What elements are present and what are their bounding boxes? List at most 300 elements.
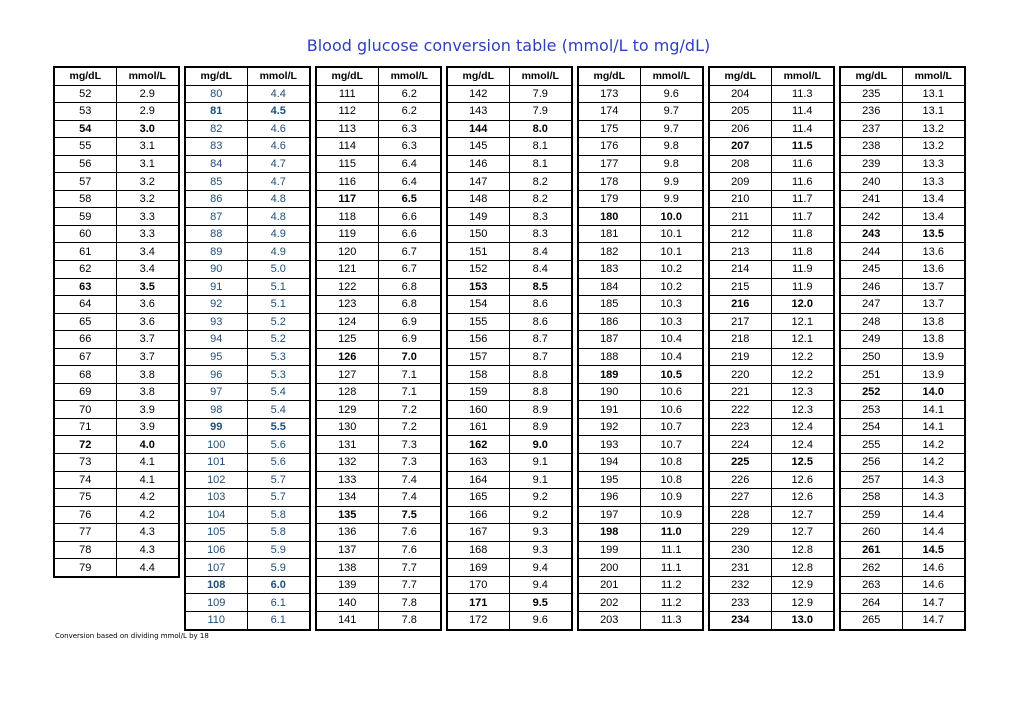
table-row bbox=[709, 506, 834, 524]
mgdl-value: 88 bbox=[185, 225, 247, 243]
mgdl-value: 115 bbox=[316, 155, 378, 173]
mgdl-value: 199 bbox=[578, 541, 640, 559]
table-row bbox=[709, 261, 834, 279]
table-row bbox=[316, 313, 441, 331]
mmol-value: 5.1 bbox=[247, 278, 310, 296]
table-row bbox=[447, 225, 572, 243]
table-row bbox=[840, 348, 965, 366]
mmol-value: 8.9 bbox=[509, 401, 572, 419]
table-row bbox=[316, 243, 441, 261]
table-row bbox=[840, 331, 965, 349]
mmol-value: 6.2 bbox=[378, 85, 441, 103]
table-row bbox=[709, 103, 834, 121]
table-row bbox=[840, 120, 965, 138]
mmol-value: 5.0 bbox=[247, 261, 310, 279]
mgdl-value: 247 bbox=[840, 296, 902, 314]
mmol-value: 3.6 bbox=[116, 296, 179, 314]
mmol-value: 14.7 bbox=[902, 594, 965, 612]
mgdl-value: 168 bbox=[447, 541, 509, 559]
mmol-value: 11.4 bbox=[771, 120, 834, 138]
table-row bbox=[447, 243, 572, 261]
table-row bbox=[316, 190, 441, 208]
table-row bbox=[316, 296, 441, 314]
mmol-value: 11.8 bbox=[771, 225, 834, 243]
mgdl-value: 109 bbox=[185, 594, 247, 612]
table-row bbox=[578, 331, 703, 349]
mgdl-value: 147 bbox=[447, 173, 509, 191]
table-row bbox=[54, 524, 179, 542]
mgdl-value: 150 bbox=[447, 225, 509, 243]
table-row bbox=[185, 611, 310, 629]
mmol-value: 12.2 bbox=[771, 348, 834, 366]
mmol-value: 2.9 bbox=[116, 103, 179, 121]
table-row bbox=[447, 594, 572, 612]
table-row bbox=[316, 576, 441, 594]
mgdl-value: 264 bbox=[840, 594, 902, 612]
mmol-value: 3.4 bbox=[116, 261, 179, 279]
mgdl-value: 232 bbox=[709, 576, 771, 594]
mgdl-value: 238 bbox=[840, 138, 902, 156]
mmol-value: 7.8 bbox=[378, 611, 441, 629]
table-row bbox=[447, 383, 572, 401]
mmol-value: 3.7 bbox=[116, 331, 179, 349]
mgdl-value: 197 bbox=[578, 506, 640, 524]
header-mmol: mmol/L bbox=[247, 67, 310, 85]
mmol-value: 9.1 bbox=[509, 471, 572, 489]
mmol-value: 10.1 bbox=[640, 225, 703, 243]
table-row bbox=[709, 85, 834, 103]
table-row bbox=[447, 489, 572, 507]
mmol-value: 12.3 bbox=[771, 383, 834, 401]
mgdl-value: 176 bbox=[578, 138, 640, 156]
table-row bbox=[709, 190, 834, 208]
table-row bbox=[54, 155, 179, 173]
table-row bbox=[709, 559, 834, 577]
table-row bbox=[316, 559, 441, 577]
table-row bbox=[316, 541, 441, 559]
mgdl-value: 125 bbox=[316, 331, 378, 349]
mgdl-value: 248 bbox=[840, 313, 902, 331]
table-row bbox=[447, 120, 572, 138]
mgdl-value: 243 bbox=[840, 225, 902, 243]
table-row bbox=[840, 541, 965, 559]
table-row bbox=[316, 454, 441, 472]
mgdl-value: 84 bbox=[185, 155, 247, 173]
mgdl-value: 265 bbox=[840, 611, 902, 629]
mgdl-value: 151 bbox=[447, 243, 509, 261]
table-row bbox=[447, 313, 572, 331]
mgdl-value: 92 bbox=[185, 296, 247, 314]
mmol-value: 12.3 bbox=[771, 401, 834, 419]
table-header-row bbox=[316, 67, 441, 85]
mmol-value: 7.2 bbox=[378, 401, 441, 419]
mmol-value: 12.8 bbox=[771, 559, 834, 577]
mgdl-value: 257 bbox=[840, 471, 902, 489]
mmol-value: 7.8 bbox=[378, 594, 441, 612]
mmol-value: 5.9 bbox=[247, 541, 310, 559]
mgdl-value: 210 bbox=[709, 190, 771, 208]
table-row bbox=[840, 155, 965, 173]
mgdl-value: 101 bbox=[185, 454, 247, 472]
mmol-value: 9.9 bbox=[640, 190, 703, 208]
table-row bbox=[54, 243, 179, 261]
mmol-value: 4.2 bbox=[116, 506, 179, 524]
mgdl-value: 96 bbox=[185, 366, 247, 384]
table-row bbox=[54, 190, 179, 208]
mmol-value: 11.6 bbox=[771, 173, 834, 191]
mmol-value: 8.6 bbox=[509, 313, 572, 331]
mmol-value: 13.1 bbox=[902, 85, 965, 103]
mmol-value: 3.2 bbox=[116, 173, 179, 191]
mgdl-value: 165 bbox=[447, 489, 509, 507]
table-row bbox=[185, 103, 310, 121]
table-row bbox=[578, 401, 703, 419]
table-row bbox=[316, 436, 441, 454]
mmol-value: 8.2 bbox=[509, 190, 572, 208]
mgdl-value: 108 bbox=[185, 576, 247, 594]
mgdl-value: 183 bbox=[578, 261, 640, 279]
mgdl-value: 69 bbox=[54, 383, 116, 401]
mgdl-value: 205 bbox=[709, 103, 771, 121]
mgdl-value: 223 bbox=[709, 418, 771, 436]
mgdl-value: 229 bbox=[709, 524, 771, 542]
mgdl-value: 240 bbox=[840, 173, 902, 191]
table-row bbox=[54, 261, 179, 279]
mgdl-value: 236 bbox=[840, 103, 902, 121]
mmol-value: 3.7 bbox=[116, 348, 179, 366]
mmol-value: 5.2 bbox=[247, 313, 310, 331]
mmol-value: 12.4 bbox=[771, 418, 834, 436]
mmol-value: 4.2 bbox=[116, 489, 179, 507]
mgdl-value: 113 bbox=[316, 120, 378, 138]
mgdl-value: 261 bbox=[840, 541, 902, 559]
mmol-value: 14.1 bbox=[902, 418, 965, 436]
mgdl-value: 230 bbox=[709, 541, 771, 559]
mgdl-value: 160 bbox=[447, 401, 509, 419]
mmol-value: 7.5 bbox=[378, 506, 441, 524]
mmol-value: 7.1 bbox=[378, 383, 441, 401]
mgdl-value: 233 bbox=[709, 594, 771, 612]
mgdl-value: 136 bbox=[316, 524, 378, 542]
table-row bbox=[447, 559, 572, 577]
mmol-value: 12.7 bbox=[771, 506, 834, 524]
mmol-value: 6.7 bbox=[378, 261, 441, 279]
mgdl-value: 134 bbox=[316, 489, 378, 507]
mgdl-value: 139 bbox=[316, 576, 378, 594]
mgdl-value: 161 bbox=[447, 418, 509, 436]
table-row bbox=[578, 278, 703, 296]
mmol-value: 13.3 bbox=[902, 173, 965, 191]
mgdl-value: 182 bbox=[578, 243, 640, 261]
table-row bbox=[578, 594, 703, 612]
mmol-value: 10.9 bbox=[640, 506, 703, 524]
mgdl-value: 126 bbox=[316, 348, 378, 366]
mmol-value: 14.0 bbox=[902, 383, 965, 401]
table-row bbox=[316, 366, 441, 384]
table-row bbox=[578, 243, 703, 261]
mmol-value: 11.7 bbox=[771, 190, 834, 208]
table-row bbox=[447, 138, 572, 156]
mgdl-value: 72 bbox=[54, 436, 116, 454]
mgdl-value: 254 bbox=[840, 418, 902, 436]
mmol-value: 9.6 bbox=[509, 611, 572, 629]
mgdl-value: 61 bbox=[54, 243, 116, 261]
mmol-value: 5.9 bbox=[247, 559, 310, 577]
mmol-value: 5.7 bbox=[247, 471, 310, 489]
mgdl-value: 235 bbox=[840, 85, 902, 103]
table-row bbox=[185, 594, 310, 612]
mmol-value: 13.9 bbox=[902, 348, 965, 366]
mgdl-value: 244 bbox=[840, 243, 902, 261]
mmol-value: 10.1 bbox=[640, 243, 703, 261]
mmol-value: 11.1 bbox=[640, 541, 703, 559]
table-row bbox=[840, 366, 965, 384]
mmol-value: 14.2 bbox=[902, 436, 965, 454]
header-mgdl: mg/dL bbox=[185, 67, 247, 85]
mmol-value: 5.3 bbox=[247, 348, 310, 366]
mmol-value: 4.8 bbox=[247, 208, 310, 226]
header-mmol: mmol/L bbox=[771, 67, 834, 85]
mgdl-value: 124 bbox=[316, 313, 378, 331]
table-row bbox=[840, 208, 965, 226]
mgdl-value: 70 bbox=[54, 401, 116, 419]
mgdl-value: 192 bbox=[578, 418, 640, 436]
table-row bbox=[316, 331, 441, 349]
table-row bbox=[578, 611, 703, 629]
mmol-value: 5.4 bbox=[247, 401, 310, 419]
conversion-table-4 bbox=[446, 66, 573, 631]
mgdl-value: 175 bbox=[578, 120, 640, 138]
mmol-value: 4.3 bbox=[116, 524, 179, 542]
mgdl-value: 206 bbox=[709, 120, 771, 138]
mgdl-value: 85 bbox=[185, 173, 247, 191]
header-mgdl: mg/dL bbox=[447, 67, 509, 85]
table-row bbox=[185, 155, 310, 173]
table-row bbox=[316, 208, 441, 226]
mmol-value: 6.6 bbox=[378, 208, 441, 226]
header-mmol: mmol/L bbox=[378, 67, 441, 85]
mmol-value: 11.2 bbox=[640, 594, 703, 612]
mmol-value: 10.7 bbox=[640, 418, 703, 436]
mgdl-value: 132 bbox=[316, 454, 378, 472]
mmol-value: 10.2 bbox=[640, 261, 703, 279]
mgdl-value: 64 bbox=[54, 296, 116, 314]
table-header-row bbox=[578, 67, 703, 85]
mmol-value: 12.1 bbox=[771, 331, 834, 349]
mgdl-value: 163 bbox=[447, 454, 509, 472]
mgdl-value: 234 bbox=[709, 611, 771, 629]
table-row bbox=[447, 190, 572, 208]
conversion-tables bbox=[53, 66, 965, 626]
table-row bbox=[840, 576, 965, 594]
mgdl-value: 119 bbox=[316, 225, 378, 243]
mgdl-value: 222 bbox=[709, 401, 771, 419]
table-row bbox=[578, 190, 703, 208]
mgdl-value: 137 bbox=[316, 541, 378, 559]
mgdl-value: 146 bbox=[447, 155, 509, 173]
table-row bbox=[54, 471, 179, 489]
mgdl-value: 57 bbox=[54, 173, 116, 191]
mgdl-value: 99 bbox=[185, 418, 247, 436]
table-row bbox=[54, 418, 179, 436]
mmol-value: 8.3 bbox=[509, 225, 572, 243]
table-row bbox=[185, 524, 310, 542]
mmol-value: 4.4 bbox=[247, 85, 310, 103]
header-mgdl: mg/dL bbox=[578, 67, 640, 85]
header-mgdl: mg/dL bbox=[709, 67, 771, 85]
mmol-value: 14.4 bbox=[902, 506, 965, 524]
mmol-value: 13.8 bbox=[902, 313, 965, 331]
mgdl-value: 148 bbox=[447, 190, 509, 208]
table-row bbox=[578, 366, 703, 384]
table-row bbox=[709, 366, 834, 384]
table-row bbox=[709, 418, 834, 436]
table-row bbox=[447, 208, 572, 226]
mmol-value: 8.7 bbox=[509, 348, 572, 366]
mmol-value: 8.4 bbox=[509, 243, 572, 261]
mmol-value: 9.2 bbox=[509, 506, 572, 524]
table-row bbox=[840, 436, 965, 454]
table-row bbox=[447, 348, 572, 366]
mgdl-value: 104 bbox=[185, 506, 247, 524]
mgdl-value: 166 bbox=[447, 506, 509, 524]
table-row bbox=[709, 524, 834, 542]
mmol-value: 14.6 bbox=[902, 559, 965, 577]
mgdl-value: 245 bbox=[840, 261, 902, 279]
table-row bbox=[316, 594, 441, 612]
mmol-value: 12.5 bbox=[771, 454, 834, 472]
mgdl-value: 196 bbox=[578, 489, 640, 507]
mmol-value: 13.1 bbox=[902, 103, 965, 121]
table-row bbox=[185, 208, 310, 226]
mmol-value: 5.6 bbox=[247, 454, 310, 472]
mgdl-value: 260 bbox=[840, 524, 902, 542]
mgdl-value: 56 bbox=[54, 155, 116, 173]
table-row bbox=[840, 401, 965, 419]
mgdl-value: 213 bbox=[709, 243, 771, 261]
mmol-value: 9.0 bbox=[509, 436, 572, 454]
mmol-value: 12.9 bbox=[771, 594, 834, 612]
mmol-value: 3.3 bbox=[116, 208, 179, 226]
mgdl-value: 173 bbox=[578, 85, 640, 103]
mmol-value: 3.0 bbox=[116, 120, 179, 138]
mmol-value: 5.3 bbox=[247, 366, 310, 384]
mgdl-value: 198 bbox=[578, 524, 640, 542]
mgdl-value: 120 bbox=[316, 243, 378, 261]
mgdl-value: 255 bbox=[840, 436, 902, 454]
mgdl-value: 263 bbox=[840, 576, 902, 594]
mgdl-value: 189 bbox=[578, 366, 640, 384]
table-row bbox=[709, 278, 834, 296]
mmol-value: 6.3 bbox=[378, 120, 441, 138]
mmol-value: 4.7 bbox=[247, 173, 310, 191]
mmol-value: 6.4 bbox=[378, 155, 441, 173]
mmol-value: 7.4 bbox=[378, 471, 441, 489]
mgdl-value: 121 bbox=[316, 261, 378, 279]
conversion-table-5 bbox=[577, 66, 704, 631]
mmol-value: 13.9 bbox=[902, 366, 965, 384]
mgdl-value: 204 bbox=[709, 85, 771, 103]
mgdl-value: 91 bbox=[185, 278, 247, 296]
mmol-value: 13.2 bbox=[902, 120, 965, 138]
mgdl-value: 227 bbox=[709, 489, 771, 507]
mgdl-value: 224 bbox=[709, 436, 771, 454]
mmol-value: 5.7 bbox=[247, 489, 310, 507]
table-row bbox=[709, 155, 834, 173]
table-row bbox=[447, 261, 572, 279]
conversion-footnote: Conversion based on dividing mmol/L by 18 bbox=[55, 632, 209, 640]
mmol-value: 12.6 bbox=[771, 489, 834, 507]
mgdl-value: 130 bbox=[316, 418, 378, 436]
mgdl-value: 170 bbox=[447, 576, 509, 594]
mmol-value: 12.6 bbox=[771, 471, 834, 489]
mgdl-value: 131 bbox=[316, 436, 378, 454]
mgdl-value: 211 bbox=[709, 208, 771, 226]
mgdl-value: 167 bbox=[447, 524, 509, 542]
mgdl-value: 89 bbox=[185, 243, 247, 261]
table-row bbox=[316, 85, 441, 103]
mgdl-value: 200 bbox=[578, 559, 640, 577]
table-row bbox=[185, 454, 310, 472]
mmol-value: 6.8 bbox=[378, 278, 441, 296]
mmol-value: 13.3 bbox=[902, 155, 965, 173]
table-row bbox=[185, 489, 310, 507]
mmol-value: 11.9 bbox=[771, 278, 834, 296]
mmol-value: 12.2 bbox=[771, 366, 834, 384]
mmol-value: 14.3 bbox=[902, 471, 965, 489]
table-row bbox=[578, 576, 703, 594]
table-row bbox=[185, 348, 310, 366]
mgdl-value: 212 bbox=[709, 225, 771, 243]
mgdl-value: 123 bbox=[316, 296, 378, 314]
mmol-value: 10.6 bbox=[640, 401, 703, 419]
table-row bbox=[578, 120, 703, 138]
mgdl-value: 66 bbox=[54, 331, 116, 349]
mgdl-value: 185 bbox=[578, 296, 640, 314]
table-row bbox=[840, 559, 965, 577]
mmol-value: 6.7 bbox=[378, 243, 441, 261]
mgdl-value: 65 bbox=[54, 313, 116, 331]
mmol-value: 10.0 bbox=[640, 208, 703, 226]
table-row bbox=[578, 383, 703, 401]
mmol-value: 12.4 bbox=[771, 436, 834, 454]
table-row bbox=[709, 173, 834, 191]
mgdl-value: 203 bbox=[578, 611, 640, 629]
table-row bbox=[185, 559, 310, 577]
header-mgdl: mg/dL bbox=[840, 67, 902, 85]
mmol-value: 6.6 bbox=[378, 225, 441, 243]
page-title: Blood glucose conversion table (mmol/L to mg/dL) bbox=[306, 36, 711, 55]
table-row bbox=[709, 348, 834, 366]
mmol-value: 3.8 bbox=[116, 366, 179, 384]
table-row bbox=[316, 471, 441, 489]
mmol-value: 10.6 bbox=[640, 383, 703, 401]
table-row bbox=[185, 366, 310, 384]
table-row bbox=[54, 296, 179, 314]
conversion-table-7 bbox=[839, 66, 966, 631]
mgdl-value: 156 bbox=[447, 331, 509, 349]
table-row bbox=[578, 173, 703, 191]
mmol-value: 12.9 bbox=[771, 576, 834, 594]
mmol-value: 9.4 bbox=[509, 576, 572, 594]
mmol-value: 9.7 bbox=[640, 120, 703, 138]
mgdl-value: 129 bbox=[316, 401, 378, 419]
mmol-value: 4.4 bbox=[116, 559, 179, 577]
mmol-value: 3.8 bbox=[116, 383, 179, 401]
table-row bbox=[578, 313, 703, 331]
mgdl-value: 256 bbox=[840, 454, 902, 472]
table-row bbox=[54, 541, 179, 559]
